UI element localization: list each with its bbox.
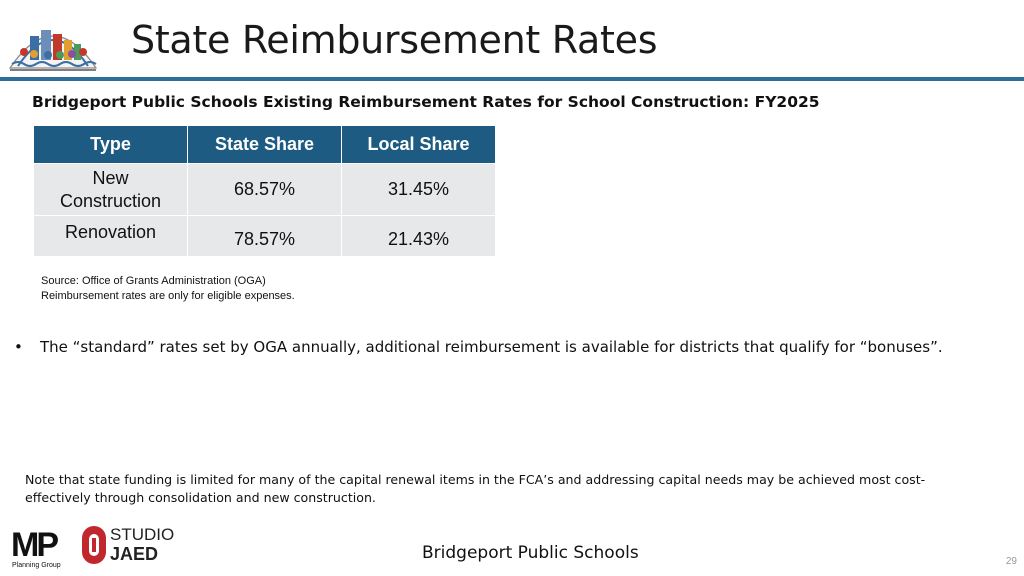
page-number: 29 (1005, 556, 1017, 567)
source-note (41, 274, 295, 304)
eligibility-line: Reimbursement rates are only for eligible expenses. (41, 290, 295, 302)
bullet-symbol: • (14, 338, 23, 356)
cell-state-share: 68.57% (188, 164, 342, 216)
cell-local-share: 31.45% (342, 164, 496, 216)
bullet-point (14, 338, 943, 356)
column-header-type: Type (34, 126, 188, 164)
source-line: Source: Office of Grants Administration (OGA) (41, 275, 266, 287)
mp-logo-mark: MP (11, 526, 56, 564)
cell-state-share: 78.57% (188, 216, 342, 257)
jaed-logo-line1: STUDIO (110, 525, 175, 544)
table-caption: Bridgeport Public Schools Existing Reimbursement Rates for School Construction: FY2025 (32, 93, 820, 111)
cell-type (34, 164, 188, 216)
studio-jaed-logo (80, 522, 180, 568)
cell-type: Renovation (34, 216, 188, 257)
reimbursement-rates-table (33, 125, 496, 257)
page-title: State Reimbursement Rates (131, 18, 658, 62)
jaed-logo-line2: JAED (110, 544, 159, 564)
table-row (34, 164, 496, 216)
mp-planning-group-logo (10, 524, 66, 570)
bullet-text: The “standard” rates set by OGA annually, additional reimbursement is available for districts that qualify for “bonuses”. (40, 338, 943, 356)
footer-organization: Bridgeport Public Schools (422, 543, 639, 563)
column-header-state-share: State Share (188, 126, 342, 164)
cell-local-share: 21.43% (342, 216, 496, 257)
table-header-row (34, 126, 496, 164)
title-divider (0, 77, 1024, 81)
mp-logo-tagline: Planning Group (12, 562, 61, 569)
column-header-local-share: Local Share (342, 126, 496, 164)
table-row (34, 216, 496, 257)
cell-type-text: New Construction (59, 167, 162, 211)
funding-note: Note that state funding is limited for many of the capital renewal items in the FCA’s and addressing capital needs may be achieved most cost-effectively through consolidation and new construction. (25, 472, 926, 505)
school-community-logo (4, 8, 102, 74)
